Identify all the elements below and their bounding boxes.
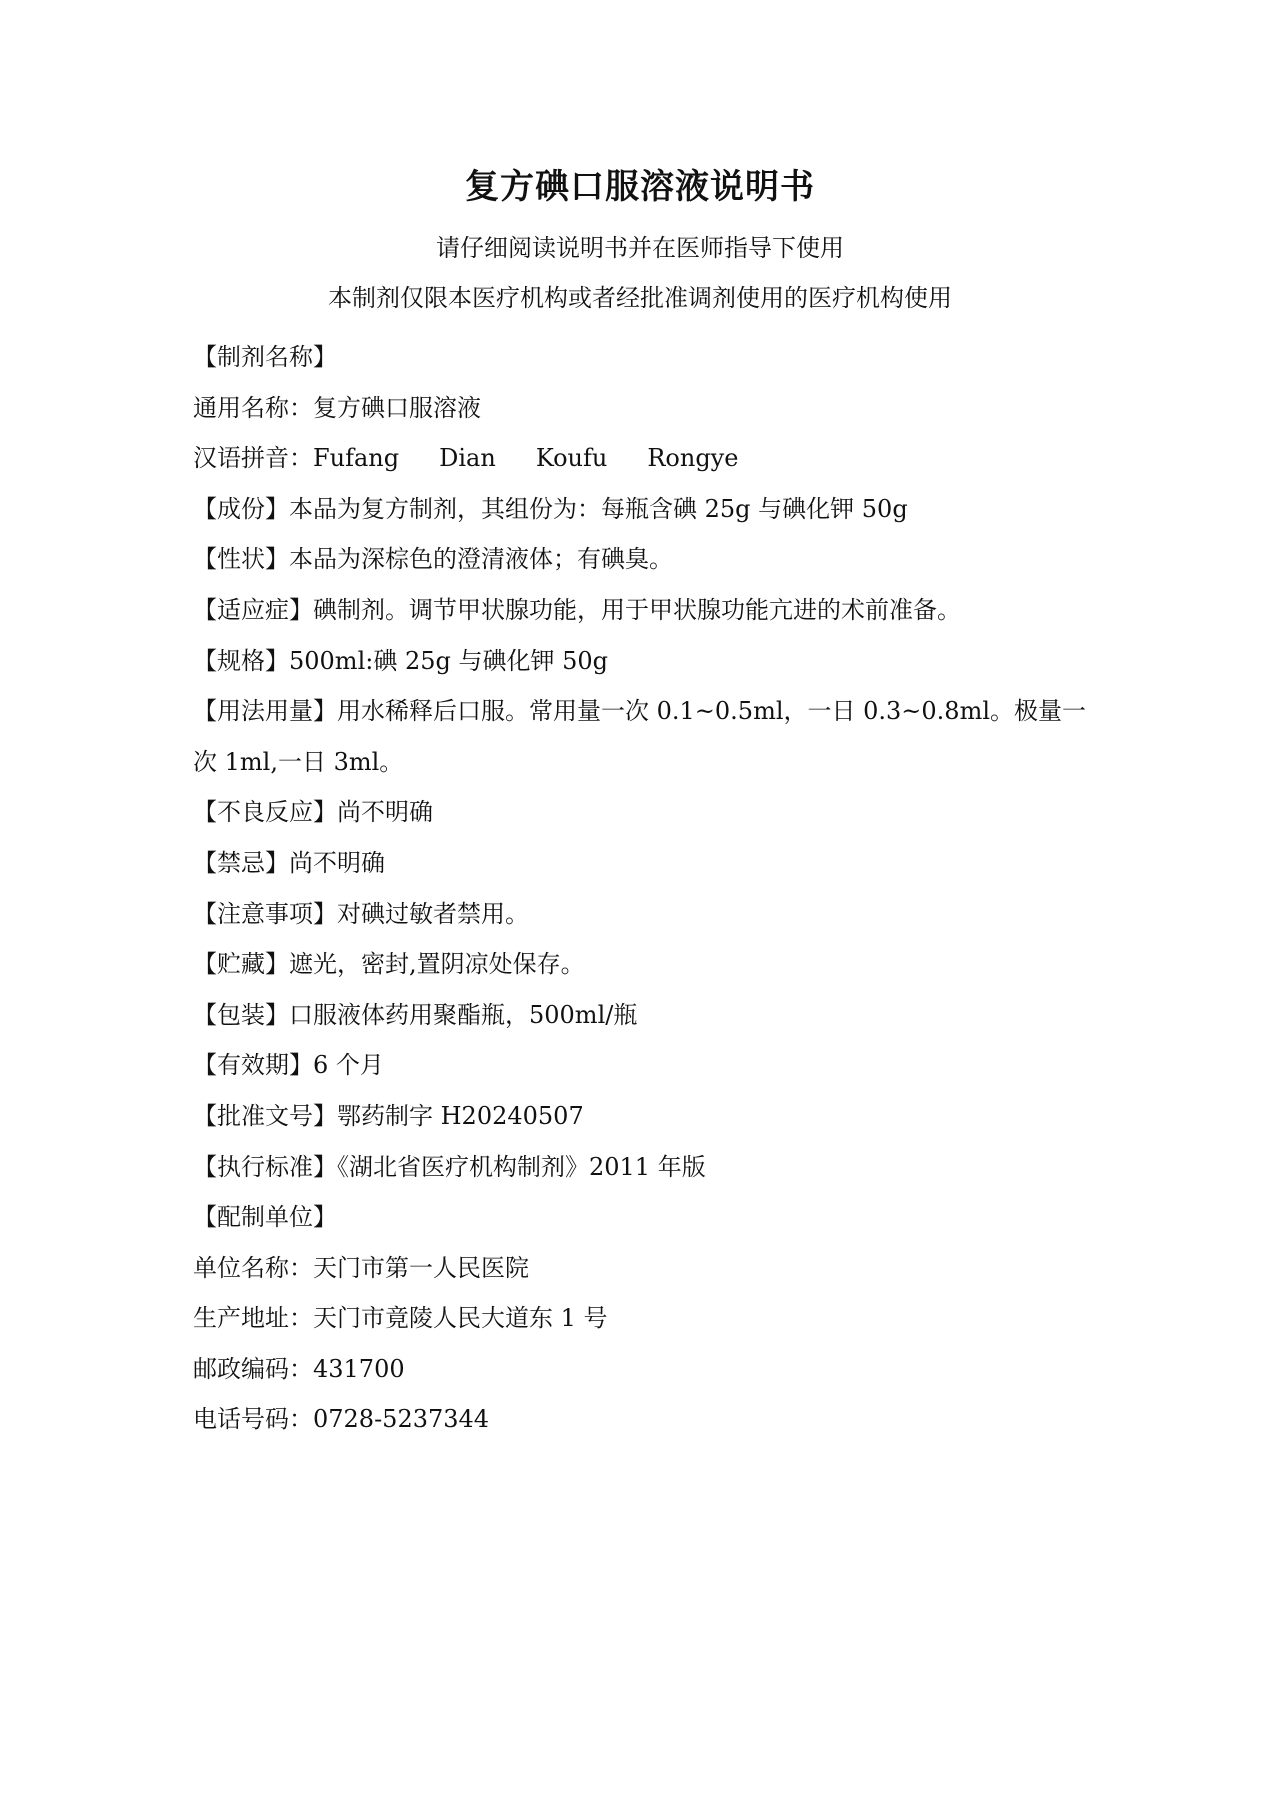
section-ingredients: 【成份】本品为复方制剂，其组份为：每瓶含碘 25g 与碘化钾 50g <box>193 494 908 523</box>
usage-restriction-notice: 本制剂仅限本医疗机构或者经批准调剂使用的医疗机构使用 <box>328 284 952 312</box>
section-preparation-name: 【制剂名称】 <box>193 343 337 371</box>
pinyin-word: Koufu <box>535 444 608 473</box>
manufacturer-name-line: 单位名称：天门市第一人民医院 <box>193 1253 529 1282</box>
generic-name-line: 通用名称：复方碘口服溶液 <box>193 393 481 422</box>
reading-notice: 请仔细阅读说明书并在医师指导下使用 <box>436 234 844 262</box>
section-precautions: 【注意事项】对碘过敏者禁用。 <box>193 899 529 928</box>
phone-number-line: 电话号码：0728-5237344 <box>193 1405 490 1434</box>
pinyin-word: Rongye <box>647 444 739 473</box>
pinyin-label: 汉语拼音： <box>193 444 313 473</box>
section-adverse-reactions: 【不良反应】尚不明确 <box>193 798 433 827</box>
section-appearance: 【性状】本品为深棕色的澄清液体；有碘臭。 <box>193 545 673 574</box>
manufacturer-address-line: 生产地址：天门市竟陵人民大道东 1 号 <box>193 1304 608 1333</box>
section-dosage: 【用法用量】用水稀释后口服。常用量一次 0.1~0.5ml，一日 0.3~0.8ml。极量一 <box>193 697 1087 726</box>
section-storage: 【贮藏】遮光，密封,置阴凉处保存。 <box>193 950 585 979</box>
section-approval-number: 【批准文号】鄂药制字 H20240507 <box>193 1101 584 1130</box>
pinyin-word: Dian <box>439 444 496 473</box>
section-packaging: 【包装】口服液体药用聚酯瓶，500ml/瓶 <box>193 1000 638 1029</box>
postal-code-line: 邮政编码：431700 <box>193 1354 405 1383</box>
section-standard: 【执行标准】《湖北省医疗机构制剂》2011 年版 <box>193 1152 706 1181</box>
section-shelf-life: 【有效期】6 个月 <box>193 1051 384 1080</box>
document-body <box>193 332 1093 1445</box>
document-title: 复方碘口服溶液说明书 <box>465 167 815 207</box>
section-dosage-continued: 次 1ml,一日 3ml。 <box>193 747 404 776</box>
section-indications: 【适应症】碘制剂。调节甲状腺功能，用于甲状腺功能亢进的术前准备。 <box>193 595 961 624</box>
section-specification: 【规格】500ml:碘 25g 与碘化钾 50g <box>193 646 609 675</box>
section-contraindications: 【禁忌】尚不明确 <box>193 848 385 877</box>
section-manufacturer: 【配制单位】 <box>193 1203 337 1232</box>
pinyin-word: Fufang <box>313 444 400 473</box>
pinyin-line <box>193 433 1093 484</box>
